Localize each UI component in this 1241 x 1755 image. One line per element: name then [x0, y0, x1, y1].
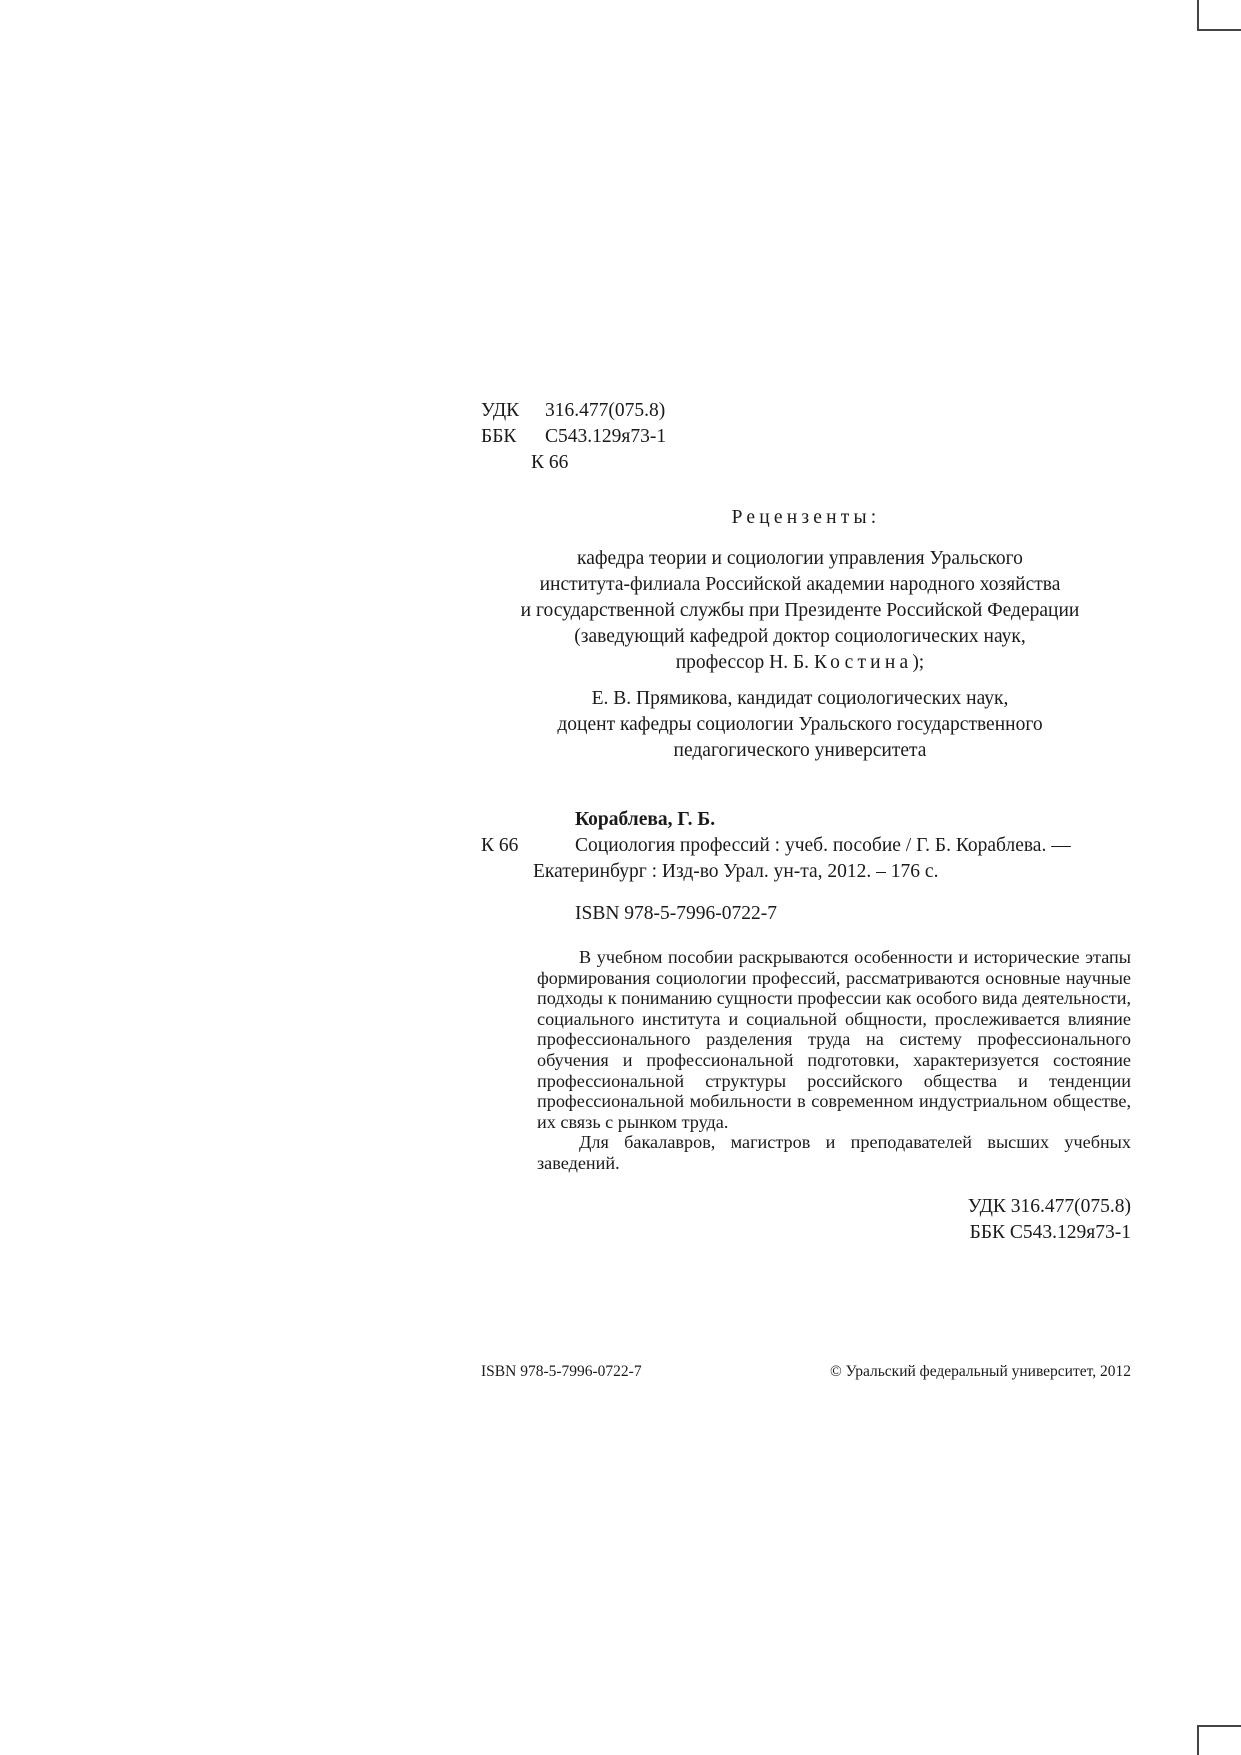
udk-footer: УДК 316.477(075.8)	[967, 1196, 1131, 1217]
reviewer-credentials: , кандидат социологических наук,	[727, 688, 1009, 709]
reviewer-line: педагогического университета	[673, 740, 927, 761]
reviewer-line-end: );	[912, 652, 925, 673]
reviewer-name: Е. В. Прямикова	[591, 688, 728, 709]
bibliography-title-line: Социология профессий : учеб. пособие / Г. Б. Кораблева. —	[575, 835, 1071, 856]
udk-value: 316.477(075.8)	[545, 400, 666, 421]
reviewer-line: (заведующий кафедрой доктор социологических наук,	[574, 626, 1026, 647]
crop-mark-top-horizontal	[1197, 29, 1241, 31]
crop-mark-bottom-horizontal	[1197, 1725, 1241, 1727]
annotation	[537, 947, 1131, 1174]
bbk-footer: ББК С543.129я73-1	[969, 1222, 1131, 1243]
reviewer-line: института-филиала Российской академии народного хозяйства	[539, 574, 1061, 595]
author-mark: К 66	[531, 452, 569, 473]
bibliography-publisher-line: Екатеринбург : Изд-во Урал. ун-та, 2012. – 176 с.	[533, 861, 939, 882]
bbk-label: ББК	[481, 426, 517, 447]
book-author: Кораблева, Г. Б.	[575, 809, 716, 830]
reviewer-title: профессор Н. Б.	[675, 652, 810, 673]
reviewers-block	[480, 505, 1120, 764]
reviewer-line: и государственной службы при Президенте Российской Федерации	[520, 600, 1080, 621]
crop-mark-bottom-vertical	[1197, 1725, 1199, 1755]
reviewer-line	[480, 650, 1120, 676]
reviewer-line: кафедра теории и социологии управления Уральского	[577, 548, 1023, 569]
annotation-paragraph: Для бакалавров, магистров и преподавателей высших учебных заведений.	[537, 1132, 1131, 1173]
bbk-value: С543.129я73-1	[545, 426, 667, 447]
annotation-paragraph: В учебном пособии раскрываются особенности и исторические этапы формирования социологии профессий, рассматриваются основные научные подходы к пониманию сущности профессии как особого вида деятельности, социального института и социальной общности, прослеживается влияние профессионального разделения труда на систему профессионального обучения и профессиональной подготовки, характеризуется состояние профессиональной структуры российского общества и тенденции профессиональной мобильности в современном индустриальном обществе, их связь с рынком труда.	[537, 947, 1131, 1132]
footer-copyright: © Уральский федеральный университет, 2012	[829, 1363, 1131, 1380]
classification-footer	[880, 1194, 1131, 1246]
bibliography-isbn: ISBN 978-5-7996-0722-7	[575, 903, 778, 924]
udk-label: УДК	[481, 400, 520, 421]
reviewer-name: Костина	[813, 652, 913, 673]
bibliography-mark: К 66	[481, 835, 519, 856]
reviewer-line: доцент кафедры социологии Уральского государственного	[557, 714, 1043, 735]
reviewers-heading: Рецензенты:	[731, 507, 881, 528]
crop-mark-top-vertical	[1197, 0, 1199, 30]
footer-isbn: ISBN 978-5-7996-0722-7	[481, 1363, 642, 1380]
reviewer-line	[480, 686, 1120, 712]
